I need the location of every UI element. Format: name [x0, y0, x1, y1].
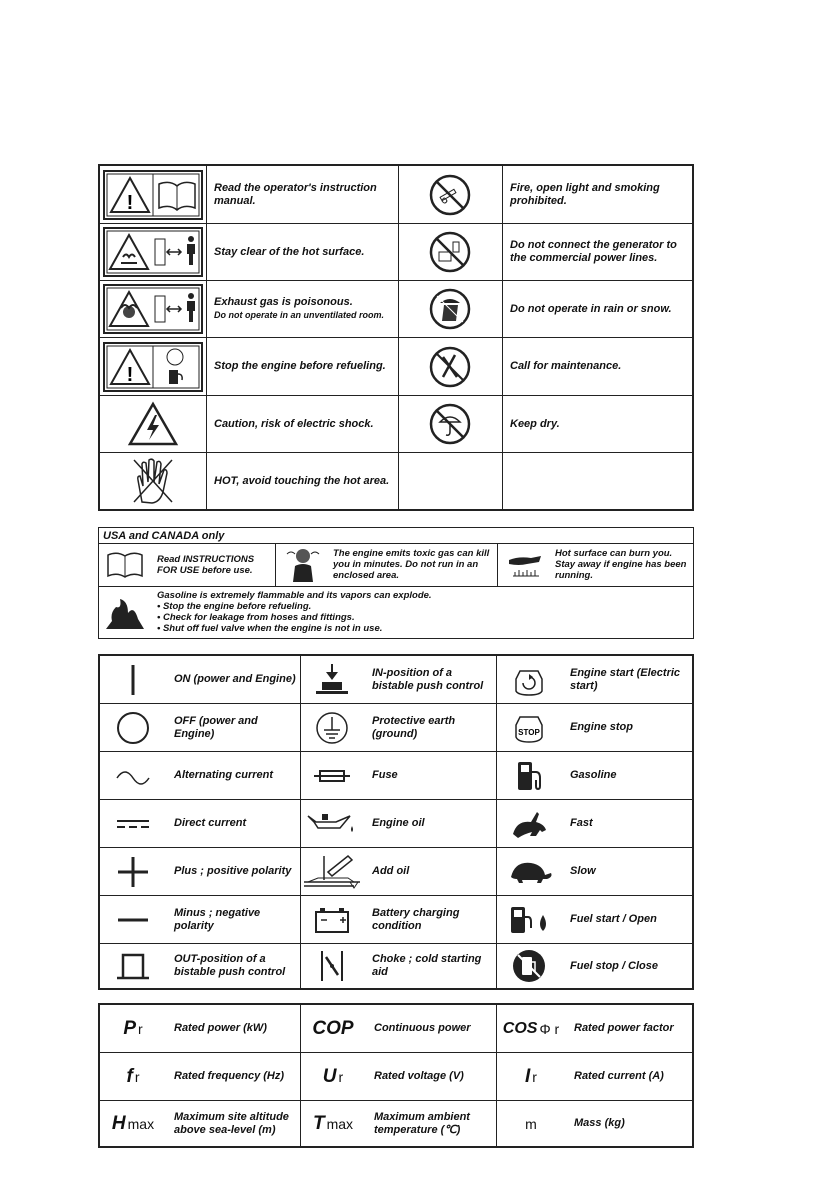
call-maintenance-icon [398, 338, 502, 395]
no-rain-snow-icon [398, 281, 502, 337]
add-oil-icon [300, 848, 364, 895]
rating-text: Rated power factor [574, 1022, 674, 1034]
stop-label: STOP [518, 727, 540, 737]
usa-read-text: Read INSTRUCTIONS FOR USE before use. [157, 554, 255, 576]
rating-symbol: U r [322, 1065, 344, 1087]
empty-cell [398, 453, 502, 509]
warning-row [100, 338, 692, 396]
choke-icon [300, 944, 364, 988]
rating-symbol: I r [525, 1065, 537, 1087]
symbol-text: Add oil [372, 865, 410, 877]
symbol-row [100, 848, 692, 896]
protective-earth-icon [300, 704, 364, 751]
exhaust-gas-warning-icon [100, 281, 206, 337]
no-fire-smoking-icon [398, 166, 502, 223]
symbol-text: Battery charging condition [372, 906, 460, 932]
usa-gas-line: • Check for leakage from hoses and fittings. [157, 612, 355, 623]
warning-row [100, 281, 692, 338]
symbol-text: ON (power and Engine) [174, 673, 296, 685]
symbol-text: OFF (power and Engine) [174, 714, 258, 740]
warning-subtext: Do not operate in an unventilated room. [214, 310, 385, 320]
warning-text: Fire, open light and smoking prohibited. [510, 181, 660, 207]
no-touch-hand-icon [100, 453, 206, 509]
warning-row [100, 453, 692, 509]
out-position-push-icon [100, 944, 166, 988]
svg-text:!: ! [126, 363, 134, 386]
fuel-open-icon [496, 896, 562, 943]
in-position-push-icon [300, 656, 364, 703]
rating-symbol: T max [312, 1112, 354, 1134]
symbol-row [100, 656, 692, 704]
direct-current-icon [100, 800, 166, 847]
engine-oil-can-icon [300, 800, 364, 847]
symbol-text: Minus ; negative polarity [174, 906, 261, 932]
symbol-text: Engine stop [570, 721, 633, 733]
toxic-gas-icon [277, 544, 329, 586]
rating-text: Rated frequency (Hz) [174, 1070, 285, 1082]
warning-text: Do not connect the generator to the commercial power lines. [510, 239, 677, 264]
rating-symbol: H max [111, 1112, 155, 1134]
turtle-slow-icon [496, 848, 562, 895]
symbol-row [100, 800, 692, 848]
engine-stop-icon [496, 704, 562, 751]
warning-text-group [206, 281, 398, 337]
svg-text:!: ! [126, 191, 134, 214]
symbol-text: IN-position of a bistable push control [372, 666, 484, 692]
warning-text: Stay clear of the hot surface. [214, 245, 365, 258]
rating-row [100, 1101, 692, 1146]
rating-symbol: m [525, 1115, 537, 1132]
warning-table [98, 164, 694, 511]
symbol-text: Gasoline [570, 769, 617, 781]
fuse-icon [300, 752, 364, 799]
symbol-text: Alternating current [174, 769, 274, 781]
read-instructions-book-icon [99, 544, 151, 586]
symbol-text: OUT-position of a bistable push control [174, 953, 286, 978]
symbol-text: Fuel stop / Close [570, 959, 659, 972]
rating-text: Rated power (kW) [174, 1022, 267, 1034]
rating-text: Continuous power [374, 1022, 471, 1034]
rating-symbol: f r [126, 1065, 140, 1087]
rating-text: Maximum site altitude above sea-level (m) [174, 1110, 289, 1136]
usa-hot-text: Hot surface can burn you. Stay away if engine has been running. [555, 548, 687, 581]
rating-row [100, 1005, 692, 1053]
rabbit-fast-icon [496, 800, 562, 847]
warning-text: Stop the engine before refueling. [214, 360, 386, 372]
warning-text: Caution, risk of electric shock. [214, 417, 374, 430]
warning-text: Keep dry. [510, 417, 560, 430]
warning-row [100, 396, 692, 453]
symbol-text: Fuse [372, 769, 398, 781]
rating-table [98, 1003, 694, 1148]
symbol-text: Slow [570, 865, 596, 877]
empty-cell [502, 453, 692, 509]
warning-text: Do not operate in rain or snow. [510, 302, 672, 315]
stop-engine-refuel-icon [100, 338, 206, 395]
symbol-text: Fast [570, 817, 593, 829]
alternating-current-icon [100, 752, 166, 799]
rating-text: Rated current (A) [574, 1070, 664, 1082]
symbol-row [100, 704, 692, 752]
rating-text: Maximum ambient temperature (℃) [374, 1110, 470, 1136]
on-line-icon [100, 656, 166, 703]
symbol-row [100, 752, 692, 800]
usa-toxic-text: The engine emits toxic gas can kill you in minutes. Do not run in an enclosed area. [333, 548, 490, 581]
flammable-flame-icon [99, 588, 151, 638]
plus-icon [100, 848, 166, 895]
usa-gas-line: • Shut off fuel valve when the engine is not in use. [157, 623, 383, 634]
warning-text: Read the operator's instruction manual. [214, 181, 377, 207]
engine-start-icon [496, 656, 562, 703]
hot-surface-stay-clear-icon [100, 224, 206, 280]
rating-row [100, 1053, 692, 1101]
usa-gas-line: • Stop the engine before refueling. [157, 601, 312, 612]
no-mains-connection-icon [398, 224, 502, 280]
hot-surface-hand-icon [499, 544, 551, 586]
symbol-text: Plus ; positive polarity [174, 865, 292, 877]
usa-header: USA and CANADA only [103, 530, 225, 542]
rating-text: Mass (kg) [574, 1117, 625, 1129]
symbol-text: Engine oil [372, 817, 425, 829]
warning-text: HOT, avoid touching the hot area. [214, 474, 390, 487]
warning-text: Exhaust gas is poisonous. [214, 296, 353, 308]
warning-text: Call for maintenance. [510, 360, 622, 372]
rating-text: Rated voltage (V) [374, 1070, 464, 1082]
rating-symbol: COS Φ r [502, 1019, 560, 1037]
gasoline-pump-icon [496, 752, 562, 799]
usa-canada-panel [98, 527, 694, 639]
symbol-text: Fuel start / Open [570, 913, 657, 925]
warning-row [100, 224, 692, 281]
off-circle-icon [100, 704, 166, 751]
symbol-text: Engine start (Electric start) [570, 666, 681, 692]
warning-row [100, 166, 692, 224]
read-manual-warning-icon [100, 166, 206, 223]
rating-symbol: COP [312, 1017, 354, 1039]
symbol-row [100, 896, 692, 944]
symbol-row [100, 944, 692, 988]
electric-shock-icon [100, 396, 206, 452]
fuel-close-icon [496, 944, 562, 988]
battery-charging-icon [300, 896, 364, 943]
symbol-text: Direct current [174, 817, 247, 829]
usa-gas-line: Gasoline is extremely flammable and its vapors can explode. [157, 590, 432, 601]
rating-symbol: P r [123, 1017, 143, 1039]
symbol-table [98, 654, 694, 990]
minus-icon [100, 896, 166, 943]
symbol-text: Protective earth (ground) [372, 714, 456, 740]
keep-dry-icon [398, 396, 502, 452]
symbol-text: Choke ; cold starting aid [372, 953, 482, 978]
